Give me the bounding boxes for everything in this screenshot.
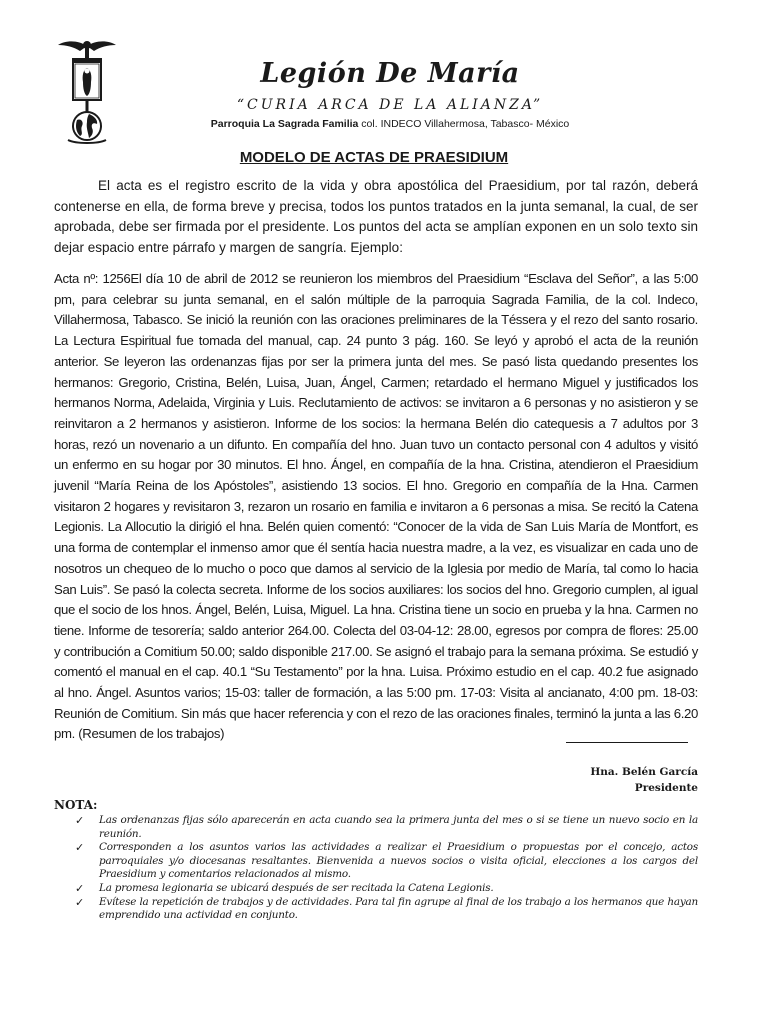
nota-item-text: La promesa legionaria se ubicará después de ser recitada la Catena Legionis. xyxy=(99,881,494,894)
signature-line xyxy=(566,742,688,743)
check-mark-icon: ✓ xyxy=(75,895,85,909)
document-title: MODELO DE ACTAS DE PRAESIDIUM xyxy=(239,149,509,166)
legion-vexillum-logo xyxy=(56,36,118,146)
nota-heading: NOTA: xyxy=(54,798,98,812)
signer-role: Presidente xyxy=(634,782,698,794)
parish-name: Parroquia La Sagrada Familia xyxy=(210,118,359,130)
list-item xyxy=(54,896,698,923)
acta-example-paragraph: Acta nº: 1256El día 10 de abril de 2012 se reunieron los miembros del Praesidium “Esclava del Señor”, a las 5:00 pm, para celebrar su junta semanal, en el salón múltiple de la parroquia Sagrada Familia, de la col. Indeco, Villahermosa, Tabasco. Se inició la reunión con las oraciones preliminares de la Téssera y el rezo del santo rosario. La Lectura Espiritual fue tomada del manual, cap. 24 punto 3 pág. 160. Se leyó y aprobó el acta de la reunión anterior. Se leyeron las ordenanzas fijas por ser la primera junta del mes. Se pasó lista quedando presentes los hermanos: Gregorio, Cristina, Belén, Luisa, Juan, Ángel, Carmen; retardado el hermano Miguel y justificados los hermanos Norma, Adelaida, Virginia y Luis. Reclutamiento de activos: se invitaron a 6 personas y no asistieron y se reinvitaron a 2 hermanos y asistieron. Informe de los socios: la hermana Belén dio catequesis a 7 adultos por 3 horas, rezó un novenario a un difunto. En compañía del hno. Juan tuvo un contacto personal con 4 adultos y visitó un enfermo en su hogar por 30 minutos. El hno. Ángel, en compañía de la hna. Cristina, atendieron el Praesidium juvenil “María Reina de los Apóstoles”, asistiendo 13 socios. El hno. Gregorio en compañía de la Hna. Carmen visitaron 2 hogares y revisitaron 3, rezaron un rosario en familia e invitaron a 6 personas a misa. Se recitó la Catena Legionis. La Allocutio la dirigió el hna. Belén quien comentó: “Conocer de la vida de San Luis María de Montfort, es una forma de contemplar el inmenso amor que él sentía hacia nuestra madre, a la vez, es visualizar en cada uno de nosotros un chequeo de lo mucho o poco que damos al servicio de la Iglesia por medio de María, tal como lo hacia San Luis”. Se pasó la colecta secreta. Informe de los socios auxiliares: los socios del hno. Gregorio cumplen, al igual que el socio de los hnos. Ángel, Belén, Luisa, Miguel. La hna. Cristina tiene un socio en prueba y la hna. Carmen no tiene. Informe de tesorería; saldo anterior 264.00. Colecta del 03-04-12: 28.00, egresos por compra de flores: 25.00 y contribución a Comitium 50.00; saldo disponible 217.00. Se asignó el trabajo para la semana próxima. Se estudió y comentó el manual en el cap. 40.1 “Su Testamento” por la hna. Luisa. Próximo estudio en el cap. 40.2 fue asignado al hno. Ángel. Asuntos varios; 15-03: taller de formación, a las 5:00 pm. 17-03: Visita al ancianato, 4:00 pm. 18-03: Reunión de Comitium. Sin más que hacer referencia y con el rezo de las oraciones finales, terminó la junta a las 6.20 pm. (Resumen de los trabajos) xyxy=(54,271,698,742)
check-mark-icon: ✓ xyxy=(75,881,85,895)
parish-location: col. INDECO Villahermosa, Tabasco- México xyxy=(358,118,570,130)
check-mark-icon: ✓ xyxy=(75,814,85,827)
organization-subtitle: “CURIA ARCA DE LA ALIANZA” xyxy=(236,97,544,113)
nota-list xyxy=(54,814,698,923)
parish-address xyxy=(130,118,650,130)
intro-paragraph: El acta es el registro escrito de la vida y obra apostólica del Praesidium, por tal razón, deberá contenerse en ella, de forma breve y precisa, todos los puntos tratados en la junta semanal, la cual, de ser aprobada, debe ser firmada por el presidente. Los puntos del acta se amplían exponen en un solo texto sin dejar espacio entre párrafo y margen de sangría. Ejemplo: xyxy=(54,178,698,255)
check-mark-icon: ✓ xyxy=(75,841,85,855)
list-item xyxy=(54,882,698,896)
nota-item-text: Las ordenanzas fijas sólo aparecerán en acta cuando sea la primera junta del mes o si se tiene un nuevo socio en la reunión. xyxy=(99,814,698,840)
nota-item-text: Evítese la repetición de trabajos y de actividades. Para tal fin agrupe al final de los trabajo a los hermanos que hayan emprendido una actividad en conjunto. xyxy=(99,895,698,922)
list-item xyxy=(54,841,698,882)
organization-title: Legión De María xyxy=(260,58,520,89)
signer-name: Hna. Belén García xyxy=(590,766,698,778)
list-item xyxy=(54,814,698,841)
nota-item-text: Corresponden a los asuntos varios las actividades a realizar el Praesidium o propuestas por el concejo, actos parroquiales y/o diocesanas resaltantes. Bienvenida a nuevos socios o visita oficial, elecciones a los cargos del Praesidium y comentarios relacionados al mismo. xyxy=(99,841,698,881)
